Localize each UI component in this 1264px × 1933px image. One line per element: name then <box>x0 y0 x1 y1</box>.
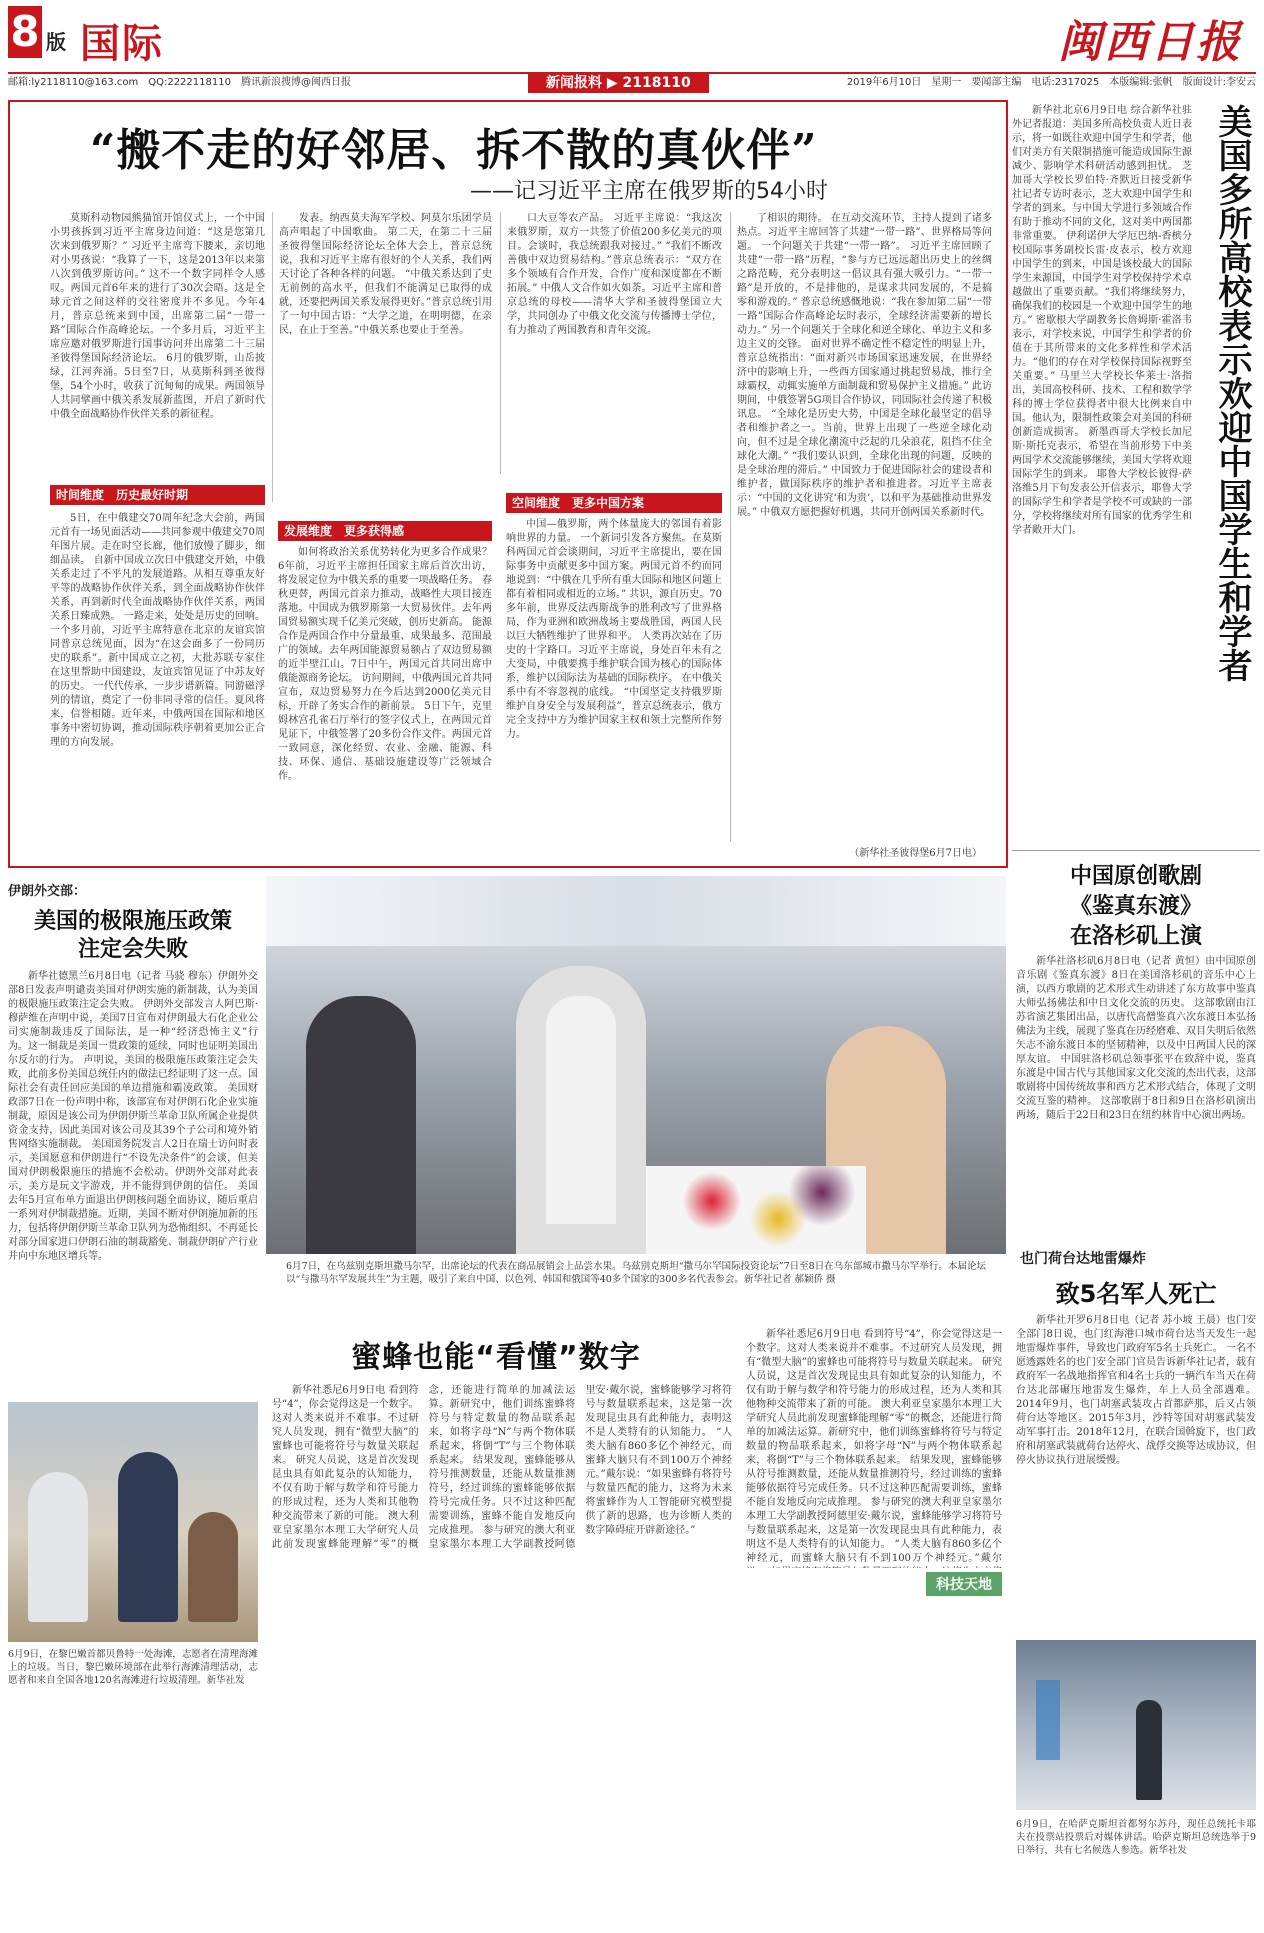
hotline-badge: 新闻报料 ▶ 2118110 <box>528 73 709 93</box>
right-mid-story <box>1012 850 1260 1270</box>
left-bottom-photo-block <box>8 1396 258 1930</box>
lead-story-frame <box>8 100 1008 868</box>
left-mid-story <box>8 876 258 1388</box>
iran-body: 新华社德黑兰6月8日电（记者 马骁 穆东）伊朗外交部8日发表声明谴责美国对伊朗实施的新制裁，认为美国的极限施压政策注定会失败。 伊朗外交部发言人阿巴斯·穆萨维在声明中说，美国7日宣布对伊朗最大石化企业公司实施制裁违反了国际法，是一种“经济恐怖主义”行为。这一制裁是美国一贯政策的延续，同时也证明美国出尔反尔的行为。 声明说，美国的极限施压政策注定会失败，此前多份美国总统任内的做法已经证明了这一点。国际社会有责任回应美国的单边措施和霸凌政策。 美国财政部7日在一份声明中称，该部宣布对伊朗石化企业实施制裁，原因是该公司为伊朗伊斯兰革命卫队所属企业提供资金支持，因此美国对该公司及其39个子公司和境外销售网络实施制裁。 美国国务院发言人2日在瑞士访问时表示，美国愿意和伊朗进行“不设先决条件”的会谈，但美国对伊朗极限施压的措施不会松动。伊朗外交部对此表示，美方是玩文字游戏，并不能得到伊朗的信任。 美国去年5月宣布单方面退出伊朗核问题全面协议，随后重启一系列对伊制裁措施。近期，美国不断对伊朗施加新的压力，包括将伊朗伊斯兰革命卫队列为恐怖组织、不再延长对部分国家进口伊朗石油的制裁豁免、制裁伊朗矿产行业并向中东地区增兵等。 <box>8 971 258 1262</box>
lead-bar-2-label: 发展维度 更多获得感 <box>278 521 492 541</box>
lead-col-1b: 5日，在中俄建交70周年纪念大会前，两国元首有一场见面活动——共同参观中俄建交70周年图片展。走在时空长廊，他们放慢了脚步，细细品读。 自新中国成立次日中俄建交开始，中俄关系走过了不平凡的发展道路。从相互尊重友好平等的战略协作伙伴关系，到全面战略协作伙伴关系，再到新时代全面战略协作伙伴关系，两国关系日臻成熟。 一路走来，处处是历史的回响。 一个多月前，习近平主席特意在北京的友谊宾馆同普京总统见面，因为“在这会面多了一份同历史的联系”。新中国成立之初，大批苏联专家住在这里帮助中国建设，友谊宾馆见证了中苏友好的历史。 一代代传承，一步步谱新篇。同游磁浮列的情谊，奠定了一份非同寻常的信任。夏风将来，信誉相随。近年来，中俄两国在国际和地区事务中密切协调，推动国际秩序朝着更加公正合理的方向发展。 <box>50 513 265 748</box>
right-top-body: 新华社北京6月9日电 综合新华社驻外记者报道：美国多所高校负责人近日表示，将一如既往欢迎中国学生和学者，他们对美方有关限制措施可能造成国际生源减少、影响学术科研活动感到担忧。 芝加哥大学校长罗伯特·齐默近日接受新华社记者专访时表示，芝大欢迎中国学生和学者的到来。与中国大学进行多领域合作有助于推动不同的文化，这对美中两国都非常重要。 伊利诺伊大学厄巴纳-香槟分校国际事务副校长雷·皮表示，校方欢迎中国学生的到来，中国是该校最大的国际学生来源国，中国学生对学校保持学术卓越做出了重要贡献。“我们将继续努力，确保我们的校园是一个欢迎中国学生的地方。” 密歇根大学副教务长詹姆斯·霍洛韦表示，对学校来说，中国学生和学者的价值在于其所带来的文化多样性和学术活力。“他们的存在对学校保持国际视野至关重要。” 马里兰大学校长华莱士·洛指出，美国高校科研、技术、工程和数学学科的博士学位获得者中很大比例来自中国。他认为，限制性政策会对美国的科研创新造成损害。 新墨西哥大学校长加尼斯·斯托克表示，希望在当前形势下中美两国学术交流能够继续，美国大学将欢迎国际学生的到来。 耶鲁大学校长彼得·萨洛维5月下旬发表公开信表示，耶鲁大学的国际学生和学者是学校不可或缺的一部分，学校将继续对所有国家的优秀学生和学者敞开大门。 <box>1012 105 1192 536</box>
center-photo-block <box>266 876 1006 1316</box>
lead-bar-2 <box>278 520 492 542</box>
yemen-body: 新华社开罗6月8日电（记者 苏小坡 王晨）也门安全部门8日说，也门红海港口城市荷台达当天发生一起地雷爆炸事件，导致也门政府军5名士兵死亡。 一名不愿透露姓名的也门安全部门官员告诉新华社记者，载有政府军一名战地指挥官和4名士兵的一辆汽车当天在荷台达北部碾压地雷发生爆炸，车上人员全部遇难。 2014年9月，也门胡塞武装攻占首都萨那，后又占领荷台达等地区。2015年3月，沙特等国对胡塞武装发动军事打击。2018年12月，在联合国斡旋下，也门政府和胡塞武装就荷台达停火、战俘交换等达成协议，但停火协议执行进展缓慢。 <box>1016 1315 1256 1466</box>
bees-body-right: 新华社悉尼6月9日电 看到符号“4”，你会觉得这是一个数字。这对人类来说并不难事。不过研究人员发现，拥有“微型大脑”的蜜蜂也可能将符号与数量关联起来。 研究人员说，这是首次发现昆虫具有如此复杂的认知能力，不仅有助于解与数学和符号能力的形成过程，还为人类和其他物种交流带来了新的可能。 澳大利亚皇家墨尔本理工大学研究人员此前发现蜜蜂能理解“零”的概念，还能进行简单的加减法运算。新研究中，他们训练蜜蜂将符号与特定数量的物品联系起来，如将字母“N”与两个物体联系起来，将倒“T”与三个物体联系起来。 结果发现，蜜蜂能够从符号推测数量，还能从数量推测符号，经过训练的蜜蜂能够依据符号完成任务。只不过这种匹配需要训练，蜜蜂不能自发地反向完成推理。 参与研究的澳大利亚皇家墨尔本理工大学副教授阿德里安·戴尔说，蜜蜂能够学习将符号与数量联系起来，这是第一次发现昆虫具有此种能力，表明这不是人类特有的认知能力。 “人类大脑有860多亿个神经元，而蜜蜂大脑只有不到100万个神经元。”戴尔 <box>746 1329 1002 1564</box>
lead-bar-3 <box>506 492 722 514</box>
bees-story <box>266 1324 1006 1930</box>
photo-fruit-table-shape <box>646 1166 866 1254</box>
opera-title-3: 在洛杉矶上演 <box>1069 924 1202 949</box>
lead-col-2: 发表。纳西莫夫海军学校、阿莫尔乐团学员高声唱起了中国歌曲。 第二天，在第二十三届圣彼得堡国际经济论坛全体大会上，普京总统说，我和习近平主席有很好的个人关系，我们两天讨论了各种各样的问题。 “中俄关系达到了史无前例的高水平，但我们不能满足已取得的成就，还要把两国关系发展得更好。”普京总统引用了一句中国古语：“大学之道，在明明德，在亲民，在止于至善。”中俄关系也要止于至善。 <box>272 212 492 502</box>
right-top-story <box>1012 100 1260 836</box>
photo-flag-shape <box>1036 1680 1060 1760</box>
yemen-title: 致5名军人死亡 <box>1055 1280 1217 1308</box>
bees-body-right-frame <box>746 1328 1002 1600</box>
photo-canopy-shape <box>266 876 1006 946</box>
lead-col-3: 口大豆等农产品。 习近平主席说：“我这次来俄罗斯，双方一共签了价值200多亿美元的项目。会谈时，我总统跟我对接过。” “我们不断改善俄中双边贸易结构。”普京总统表示：“双方在多个领域有合作开发，合作广度和深度都在不断拓展。” 中俄人文合作如火如荼。习近平主席和普京总统的母校——清华大学和圣彼得堡国立大学，共同创办了中俄文化交流与传播博士学位，有力推动了两国教育和青年交流。 <box>500 212 722 474</box>
lebanon-photo <box>8 1402 258 1642</box>
photo-figure-shape <box>1136 1700 1162 1800</box>
lead-bar-3-label: 空间维度 更多中国方案 <box>506 493 722 513</box>
yemen-kicker: 也门荷台达地雷爆炸 <box>1020 1251 1146 1267</box>
lead-bar-1-label: 时间维度 历史最好时期 <box>50 485 265 505</box>
info-left: 邮箱:ly2118110@163.com QQ:2222118110 腾讯新浪搜博@闽西日报 <box>8 77 351 88</box>
lead-col-2b: 如何将政治关系优势转化为更多合作成果？6年前，习近平主席担任国家主席后首次出访，将发展定位为中俄关系的重要一项战略任务。 春秋更替，两国元首亲力推动，战略性大项目接连落地。中国成为俄罗斯第一大贸易伙伴。去年两国贸易额实现千亿美元突破，创历史新高。 能源合作是两国合作中分量最重、成果最多、范围最广的领域。去年两国能源贸易额占了双边贸易额的近半壁江山。7日中午，两国元首共同出席中俄能源商务论坛。 访问期间，中俄两国元首共同宣布，双边贸易努力在今后达到2000亿美元目标，开辟了务实合作的新前景。 5日下午，克里姆林宫孔雀石厅举行的签字仪式上，在两国元首见证下，中俄签署了20多份合作文件。两国元首一致同意，深化经贸、农业、金融、能源、科技、环保、通信、基础设施建设等广泛领域合作。 <box>278 547 492 782</box>
lebanon-caption: 6月9日，在黎巴嫩首都贝鲁特一处海滩，志愿者在清理海滩上的垃圾。当日，黎巴嫩环境部在此举行海滩清理活动，志愿者和来自全国各地120名海滩进行垃圾清理。新华社发 <box>8 1649 258 1686</box>
lead-col-3b: 中国—俄罗斯，两个体量庞大的邻国有着影响世界的力量。 一个新词引发各方聚焦。在莫斯科两国元首会谈期间，习近平主席提出，要在国际事务中贡献更多中国方案。两国元首不约而同地说到：“中俄在几乎所有重大国际和地区问题上都有着相同或相近的立场。” 共识，源自历史。70多年前，世界反法西斯战争的胜利改写了世界格局，作为亚洲和欧洲战场主要战胜国，两国人民以巨大牺牲维护了世界和平。 人类再次站在了历史的十字路口。习近平主席说，身处百年未有之大变局，中俄要携手维护联合国为核心的国际体系，维护以国际法为基础的国际秩序。 在中俄关系中有不容忽视的底线。 “中国坚定支持俄罗斯维护自身安全与发展利益”，普京总统表示，俄方完全支持中方为维护国家主权和领土完整所作努力。 <box>506 519 722 740</box>
photo-volunteer-1-shape <box>28 1472 88 1622</box>
photo-volunteer-2-shape <box>118 1452 178 1622</box>
iran-title-2: 注定会失败 <box>77 937 188 962</box>
iran-kicker: 伊朗外交部： <box>8 884 87 899</box>
lead-col-1: 莫斯科动物园熊猫馆开馆仪式上，一个中国小男孩拆到习近平主席身边问道：“这是您第几次来到俄罗斯？” 习近平主席弯下腰来，亲切地对小男孩说：“我算了一下，这是2013年以来第八次到俄罗斯访问。” 这不一个数字同样令人感叹。两国元首6年来的进行了30次会晤。这是全球元首之间这样的交往密度并不多见。今年4月，普京总统来到中国，出席第二届“一带一路”国际合作高峰论坛。一个多月后，习近平主席应邀对俄罗斯进行国事访问并出席第二十三届圣彼得堡国际经济论坛。 6月的俄罗斯，山岳披绿，江河奔涌。5日至7日，从莫斯科到圣彼得堡，54个小时，收获了沉甸甸的成果。两国领导人共同擘画中俄关系发展新蓝图，开启了新时代中俄全面战略协作伙伴关系的新征程。 <box>50 213 265 420</box>
bees-body-left: 新华社悉尼6月9日电 看到符号“4”，你会觉得这是一个数字。这对人类来说并不难事。不过研究人员发现，拥有“微型大脑”的蜜蜂也可能将符号与数量关联起来。 研究人员说，这是首次发现昆虫具有如此复杂的认知能力，不仅有助于解与数学和符号能力的形成过程，还为人类和其他物种交流带来了新的可能。 澳大利亚皇家墨尔本理工大学研究人员此前发现蜜蜂能理解“零”的概念，还能进行简单的加减法运算。新研究中，他们训练蜜蜂将符号与特定数量的物品联系起来，如将字母“N”与两个物体联系起来，将倒“T”与三个物体联系起来。 结果发现，蜜蜂能够从符号推测数量，还能从数量推测符号，经过训练的蜜蜂能够依据符号完成任务。只不过这种匹配需要训练，蜜蜂不能自发地反向完成推理。 参与研究的澳大利亚皇家墨尔本理工大学副教授阿德里安·戴尔说，蜜蜂能够学习将符号与数量联系起来，这是第一次发现昆虫具有此种能力，表明这不是人类特有的认知能力。 “人类大脑有860多亿个神经元，而蜜蜂大脑只有不到100万个神经元。”戴尔说：“如果蜜蜂有将符号与数量匹配的能力，这将为未来将蜜蜂作为人工智能研究模型提供了新的思路，也为诊断人类的数字障碍症开辟新途径。” <box>272 1385 732 1550</box>
info-right: 2019年6月10日 星期一 要闻部主编 电话:2317025 本版编辑:张帆 版面设计:李安云 <box>846 77 1256 88</box>
right-bottom-story <box>1012 1240 1260 1930</box>
opera-title-2: 《鉴真东渡》 <box>1069 894 1202 919</box>
kazakhstan-photo <box>1016 1640 1256 1810</box>
iran-title-1: 美国的极限施压政策 <box>33 909 232 934</box>
lead-title: “搬不走的好邻居、拆不散的真伙伴” <box>90 125 818 176</box>
page-number-badge: 8 <box>8 6 42 58</box>
opera-body: 新华社洛杉矶6月8日电（记者 黄恒）由中国原创音乐剧《鉴真东渡》8日在美国洛杉矶的音乐中心上演，以西方歌剧的艺术形式生动讲述了东方故事中鉴真大师弘扬佛法和中日文化交流的历史。 这部歌剧由江苏省演艺集团出品，以唐代高僧鉴真六次东渡日本弘扬佛法为主线，展现了鉴真在历经磨难、双目失明后依然矢志不渝东渡日本的坚韧精神，以及中日两国人民的深厚友谊。 中国驻洛杉矶总领事张平在致辞中说，鉴真东渡是中国古代与其他国家文化交流的杰出代表，这部歌剧将中国传统故事和西方艺术形式结合，体现了文明交流互鉴的精神。 这部歌剧于8日和9日在洛杉矶演出两场，随后于22日和23日在纽约林肯中心演出两场。 <box>1016 956 1256 1121</box>
lead-subtitle: ——记习近平主席在俄罗斯的54小时 <box>470 179 828 204</box>
lead-col-4: 了相识的期待。 在互动交流环节，主持人提到了诸多热点。习近平主席回答了共建“一带一路”、世界格局等问题。 一个问题关于共建“一带一路”。 习近平主席回顾了共建“一带一路”历程，“参与方已远远超出历史上的丝绸之路范畴，充分表明这一倡议具有强大吸引力。“一带一路”是开放的，不是排他的，是谋求共同发展的，不是搞零和游戏的。” 普京总统感慨地说：“我在参加第二届“一带一路”国际合作高峰论坛时表示，全球经济需要新的增长动力。” 另一个问题关于全球化和逆全球化、单边主义和多边主义的交锋。 面对世界不确定性不稳定性的明显上升，普京总统指出：“面对新兴市场国家迅速发展，在世界经济中的影响上升，一些西方国家通过挑起贸易战，推行全球霸权，动辄实施单方面制裁和贸易保护主义措施。” 此访期间，中俄签署5G项目合作协议，同国际社会传递了积极讯息。 “全球化是历史大势，中国是全球化最坚定的倡导者和维护者之一。当前，世界上出现了一些逆全球化动向，但不过是全球化潮流中泛起的几朵浪花，阻挡不住全球化大潮。” “我们要认识到，全球化出现的问题，反映的是全球治理的滞后。” 中国致力于促进国际社会的建设者和维护者，做国际秩序的维护者和推进者。习近平主席表示：“中国的文化讲究‘和为贵’，以和平为基础推动世界发展。” 中俄双方愿把握好机遇，共同开创两国关系新时代。 <box>730 212 992 842</box>
opera-title-1: 中国原创歌剧 <box>1069 864 1202 889</box>
page-word: 版 <box>46 30 66 54</box>
uzbek-photo <box>266 876 1006 1254</box>
photo-man-center-shape <box>516 966 646 1254</box>
right-top-title: 美国多所高校表示欢迎中国学生和学者 <box>1212 104 1252 682</box>
uzbek-caption: 6月7日，在乌兹别克斯坦撒马尔罕，出席论坛的代表在商品展销会上品尝水果。乌兹别克斯坦“撒马尔罕国际投资论坛”7日至8日在乌东部城市撒马尔罕举行。本届论坛以“与撒马尔罕发展共生”为主题，吸引了来自中国、以色列、韩国和俄国等40多个国家的300多名代表参会。新华社记者 郝颖侨 摄 <box>286 1261 986 1285</box>
masthead <box>0 0 1264 94</box>
bees-title: 蜜蜂也能“看懂”数字 <box>351 1340 641 1375</box>
section-title: 国际 <box>80 21 164 67</box>
photo-man-left-shape <box>306 996 416 1254</box>
kazakhstan-caption: 6月9日，在哈萨克斯坦首都努尔苏丹，现任总统托卡耶夫在投票站投票后对媒体讲话。哈萨克斯坦总统选举于9日举行，共有七名候选人参选。新华社发 <box>1016 1819 1256 1856</box>
science-section-tag: 科技天地 <box>926 1572 1002 1596</box>
lead-credit: （新华社圣彼得堡6月7日电） <box>849 848 982 859</box>
info-bar <box>8 72 1256 92</box>
photo-volunteer-3-shape <box>188 1512 238 1622</box>
lead-bar-1 <box>50 484 265 506</box>
paper-name: 闽西日报 <box>1058 17 1242 68</box>
